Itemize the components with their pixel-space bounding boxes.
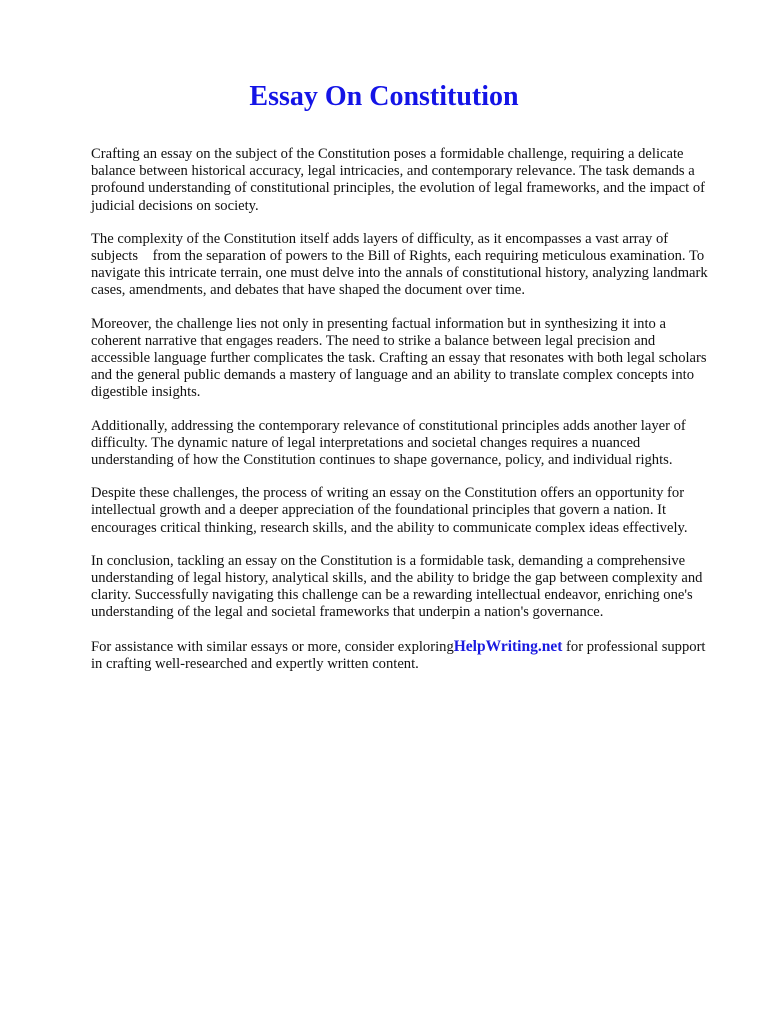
- closing-text-after-link: for professional support in crafting well-researched and expertly written content.: [91, 638, 706, 672]
- closing-paragraph: [91, 638, 717, 673]
- paragraph-1: Crafting an essay on the subject of the Constitution poses a formidable challenge, requiring a delicate balance between historical accuracy, legal intricacies, and contemporary relevance. The task demands a profound understanding of constitutional principles, the evolution of legal frameworks, and the impact of judicial decisions on society.: [91, 146, 705, 214]
- paragraph-4: Additionally, addressing the contemporary relevance of constitutional principles adds another layer of difficulty. The dynamic nature of legal interpretations and societal changes requires a nuanced understanding of how the Constitution continues to shape governance, policy, and individual rights.: [91, 417, 686, 469]
- paragraph-2: The complexity of the Constitution itself adds layers of difficulty, as it encompasses a vast array of subjects from the separation of powers to the Bill of Rights, each requiring meticulous examination. To navigate this intricate terrain, one must delve into the annals of constitutional history, analyzing landmark cases, amendments, and debates that have shaped the document over time.: [91, 230, 708, 299]
- page-title: Essay On Constitution: [249, 81, 519, 112]
- helpwriting-link[interactable]: HelpWriting.net: [453, 637, 563, 655]
- paragraph-5: Despite these challenges, the process of writing an essay on the Constitution offers an opportunity for intellectual growth and a deeper appreciation of the foundational principles that govern a nation. It encourages critical thinking, research skills, and the ability to communicate complex ideas effectively.: [91, 485, 688, 536]
- closing-text-before-link: For assistance with similar essays or more, consider exploring: [91, 638, 454, 655]
- essay-body: [91, 146, 717, 689]
- paragraph-3: Moreover, the challenge lies not only in presenting factual information but in synthesizing it into a coherent narrative that engages readers. The need to strike a balance between legal precision and accessible language further complicates the task. Crafting an essay that resonates with both legal scholars and the general public demands a mastery of language and an ability to translate complex concepts into digestible insights.: [91, 315, 707, 401]
- paragraph-6: In conclusion, tackling an essay on the Constitution is a formidable task, demanding a comprehensive understanding of legal history, analytical skills, and the ability to bridge the gap between complexity and clarity. Successfully navigating this challenge can be a rewarding intellectual endeavor, enriching one's understanding of the legal and societal frameworks that underpin a nation's governance.: [91, 552, 703, 621]
